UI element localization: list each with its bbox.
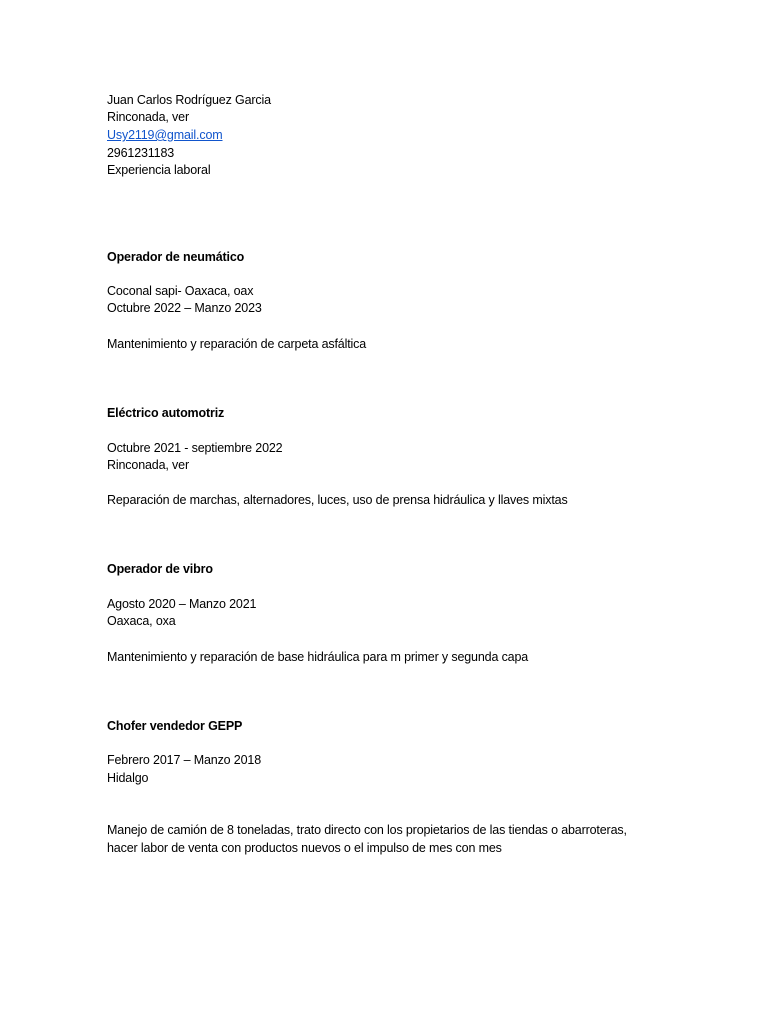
job-title: Chofer vendedor GEPP: [107, 719, 243, 733]
email-link[interactable]: Usy2119@gmail.com: [107, 128, 223, 142]
job-location: Rinconada, ver: [107, 458, 189, 472]
job-dates: Octubre 2021 - septiembre 2022: [107, 441, 283, 455]
job-dates: Febrero 2017 – Manzo 2018: [107, 753, 261, 767]
job-location: Hidalgo: [107, 771, 149, 785]
job-description: Mantenimiento y reparación de base hidráulica para m primer y segunda capa: [107, 650, 529, 664]
job-description-line: hacer labor de venta con productos nuevos o el impulso de mes con mes: [107, 841, 502, 855]
job-dates: Agosto 2020 – Manzo 2021: [107, 597, 257, 611]
job-dates: Octubre 2022 – Manzo 2023: [107, 301, 262, 315]
job-title: Eléctrico automotriz: [107, 406, 225, 420]
applicant-name: Juan Carlos Rodríguez Garcia: [107, 93, 271, 107]
phone-number: 2961231183: [107, 146, 175, 160]
experience-heading: Experiencia laboral: [107, 163, 211, 177]
job-description-line: Manejo de camión de 8 toneladas, trato directo con los propietarios de las tiendas o abarroteras,: [107, 823, 627, 837]
job-title: Operador de vibro: [107, 562, 213, 576]
job-description: Mantenimiento y reparación de carpeta asfáltica: [107, 337, 367, 351]
applicant-location: Rinconada, ver: [107, 110, 189, 124]
job-title: Operador de neumático: [107, 250, 245, 264]
job-location: Oaxaca, oxa: [107, 614, 176, 628]
job-description: Reparación de marchas, alternadores, luces, uso de prensa hidráulica y llaves mixtas: [107, 493, 568, 507]
job-company-location: Coconal sapi- Oaxaca, oax: [107, 284, 254, 298]
